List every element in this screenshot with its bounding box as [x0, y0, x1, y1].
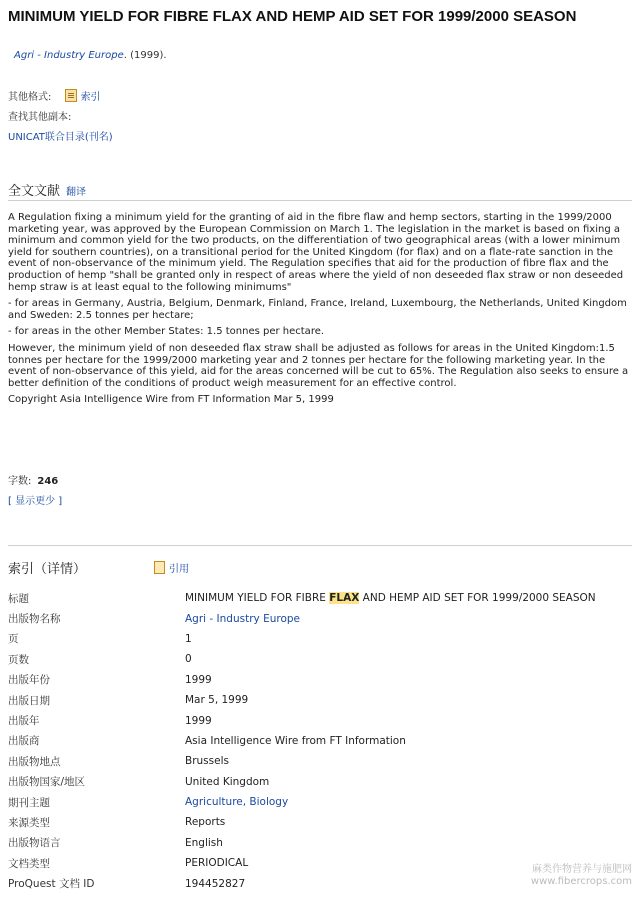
detail-row	[8, 649, 632, 669]
detail-row	[8, 629, 632, 649]
detail-value: Mar 5, 1999	[185, 694, 249, 707]
detail-key: 标题	[8, 592, 29, 605]
detail-row	[8, 731, 632, 751]
detail-value: Reports	[185, 816, 226, 829]
detail-key: 页	[8, 633, 19, 646]
detail-value: Asia Intelligence Wire from FT Information	[185, 734, 406, 747]
detail-key: 出版商	[8, 735, 40, 748]
detail-value: PERIODICAL	[185, 857, 249, 870]
detail-value: United Kingdom	[185, 775, 270, 788]
divider	[8, 545, 632, 546]
detail-key: 出版年份	[8, 674, 50, 687]
cite-label: 引用	[169, 564, 189, 575]
detail-value: 0	[185, 653, 192, 666]
detail-key: 出版物国家/地区	[8, 776, 86, 789]
detail-row	[8, 812, 632, 832]
detail-value: MINIMUM YIELD FOR FIBRE FLAX AND HEMP AID SET FOR 1999/2000 SEASON	[185, 592, 596, 605]
index-heading: 索引（详情）	[8, 562, 87, 577]
detail-key: 文档类型	[8, 857, 50, 870]
detail-key: 页数	[8, 653, 29, 666]
detail-key: 期刊主题	[8, 796, 50, 809]
other-formats-label: 其他格式:	[8, 92, 52, 103]
other-formats	[8, 88, 101, 103]
fulltext-paragraph: Copyright Asia Intelligence Wire from FT Information Mar 5, 1999	[8, 394, 334, 406]
word-count-value: 246	[37, 476, 59, 487]
find-copy-label: 查找其他副本:	[8, 112, 72, 123]
publication-year: . (1999).	[123, 50, 167, 61]
show-less-link[interactable]: [ 显示更少 ]	[8, 496, 63, 507]
index-format-link[interactable]: 索引	[80, 92, 101, 103]
detail-row	[8, 710, 632, 730]
article-title: MINIMUM YIELD FOR FIBRE FLAX AND HEMP AID SET FOR 1999/2000 SEASON	[8, 8, 577, 25]
fulltext-paragraph: - for areas in Germany, Austria, Belgium, Denmark, Finland, France, Ireland, Luxembourg, the Netherlands, United Kingdom and Sweden: 2.5 tonnes per hectare;	[8, 298, 627, 321]
detail-row	[8, 751, 632, 771]
details-table	[8, 588, 632, 894]
detail-key: ProQuest 文档 ID	[8, 878, 95, 891]
detail-row	[8, 833, 632, 853]
search-highlight: FLAX	[329, 592, 360, 605]
detail-key: 出版年	[8, 715, 40, 728]
detail-row	[8, 608, 632, 628]
fulltext-body	[8, 212, 632, 411]
unicat-link[interactable]: UNICAT联合目录(刊名)	[8, 132, 113, 143]
detail-value: Brussels	[185, 755, 229, 768]
word-count	[8, 472, 58, 487]
detail-value[interactable]: Agri - Industry Europe	[185, 612, 300, 625]
detail-value: 194452827	[185, 877, 246, 890]
detail-key: 出版物名称	[8, 613, 61, 626]
detail-value: 1	[185, 632, 192, 645]
detail-row	[8, 588, 632, 608]
detail-row	[8, 792, 632, 812]
fulltext-heading-label: 全文文献	[8, 184, 61, 199]
detail-value: 1999	[185, 714, 212, 727]
fulltext-paragraph: However, the minimum yield of non deseeded flax straw shall be adjusted as follows for areas in the United Kingdom:1.5 tonnes per hectare for the 1999/2000 marketing year and 2 tonnes per hectare for the following marketing year. In the event of non-observance of this yield, aid for the areas concerned will be cut to 65%. The Regulation also seeks to ensure a better definition of the conditions of product weigh measurement for an effective control.	[8, 342, 629, 389]
watermark	[531, 864, 632, 888]
publication-line	[14, 50, 167, 61]
fulltext-heading	[8, 180, 86, 199]
cite-button[interactable]	[154, 560, 189, 575]
divider	[8, 200, 632, 201]
detail-value: 1999	[185, 673, 212, 686]
fulltext-paragraph: - for areas in the other Member States: 1.5 tonnes per hectare.	[8, 326, 325, 338]
detail-value[interactable]: Agriculture, Biology	[185, 796, 289, 809]
fulltext-paragraph: A Regulation fixing a minimum yield for the granting of aid in the fibre flaw and hemp sectors, starting in the 1999/2000 marketing year, was approved by the European Commission on March 1. The legislation in the market is based on fixing a minimum and common yield for the two products, on the differentiation of two geographical areas (with a lower minimum yield for southern countries), on a transitional period for the United Kingdom (for flax) and on a flate-rate sanction in the event of non-observance of the minimum yield. The Regulation specifies that aid for the production of fibre flax and the production of hemp "shall be granted only in respect of areas where the yield of non deseeded flax straw or non deseeded hemp straw is at least equal to the following minimums"	[8, 212, 624, 293]
word-count-label: 字数:	[8, 476, 32, 487]
detail-key: 出版物地点	[8, 755, 61, 768]
detail-key: 出版物语言	[8, 837, 61, 850]
publication-link[interactable]: Agri - Industry Europe	[14, 50, 124, 61]
document-icon	[65, 89, 77, 102]
watermark-line2: www.fibercrops.com	[530, 876, 632, 887]
detail-row	[8, 772, 632, 792]
cite-icon	[154, 561, 165, 574]
detail-value: English	[185, 836, 223, 849]
translate-link[interactable]: 翻译	[66, 187, 87, 198]
watermark-line1: 麻类作物营养与施肥网	[532, 864, 632, 875]
detail-key: 来源类型	[8, 816, 50, 829]
detail-key: 出版日期	[8, 694, 50, 707]
detail-row	[8, 670, 632, 690]
detail-row	[8, 690, 632, 710]
